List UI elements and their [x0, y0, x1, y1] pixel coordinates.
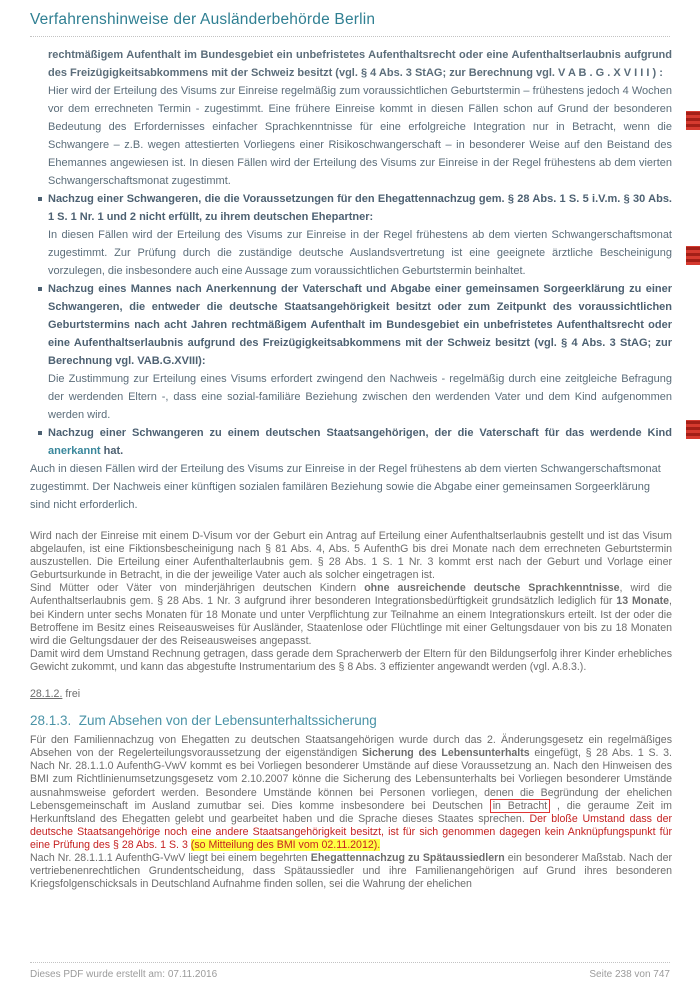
footer-page-number: Seite 238 von 747: [589, 969, 670, 980]
document-footer: [0, 962, 700, 990]
bullet-text: Nachzug eines Mannes nach Anerkennung der Vaterschaft und Abgabe einer gemeinsamen Sorgeerklärung zu einer Schwangeren, die entweder die deutsche Staatsangehörigkeit besitzt oder zum Zeitpunkt des voraussichtlichen Geburtstermins nach acht Jahren rechtmäßigem Aufenthalt im Bundesgebiet ein unbefristetes Aufenthaltsrecht oder eine Aufenthaltserlaubnis aufgrund des Freizügigkeitsabkommens mit der Schweiz besitzt (vgl. § 4 Abs. 3 StAG; zur Berechnung vgl. VAB.G.XVIII):: [48, 283, 672, 367]
fiktionsbescheinigung-paragraph: Wird nach der Einreise mit einem D-Visum vor der Geburt ein Antrag auf Erteilung einer Aufenthaltserlaubnis gestellt und ist das Visum abgelaufen, ist eine Fiktionsbescheinigung nach § 81 Abs. 4, Abs. 5 AufenthG bis drei Monate nach dem errechneten Geburtstermin auszustellen. Die Erteilung einer Aufenthalterlaubnis gem. § 28 Abs. 1 S. 1 Nr. 3 kommt erst nach der Geburt und Vorlage einer Geburtsurkunde in Betracht, in die der jeweilige Vater auch als solcher eingetragen ist.: [30, 530, 672, 582]
bullet-text: Nachzug einer Schwangeren zu einem deutschen Staatsangehörigen, der die Vaterschaft für das werdende Kind anerkannt hat.: [48, 427, 672, 457]
bullet-spouse-reunification: [38, 190, 672, 226]
section-28-1-2-label: 28.1.2. frei: [30, 688, 81, 701]
bullet-spouse-reunification-body: In diesen Fällen wird der Erteilung des Visums zur Einreise in der Regel frühestens ab dem vierten Schwangerschaftsmonat zugestimmt. Zur Prüfung durch die zuständige deutsche Auslandsvertretung ist eine geeignete ärztliche Bescheinigung vorzulegen, die insbesondere auch eine Aussage zum voraussichtlichen Geburtstermin beinhaltet.: [48, 229, 672, 277]
redaction-marker-icon: [686, 246, 700, 265]
bullet-paternity-acknowledgement: [38, 280, 672, 370]
redaction-marker-icon: [686, 420, 700, 439]
spacer: [30, 701, 672, 713]
bullet-pregnant-woman-german-national: [38, 424, 672, 460]
fourth-month-paragraph: Auch in diesen Fällen wird der Erteilung des Visums zur Einreise in der Regel frühestens ab dem vierten Schwangerschaftsmonat zugestimmt. Der Nachweis einer künftigen sozialen familären Beziehung sowie die Abgabe einer gemeinsamen Sorgeerklärung sind nicht erforderlich.: [30, 463, 661, 511]
section-28-1-3-heading: 28.1.3. Zum Absehen von der Lebensunterhaltssicherung: [30, 713, 377, 729]
continued-intro-paragraph: rechtmäßigem Aufenthalt im Bundesgebiet ein unbefristetes Aufenthaltsrecht oder eine Aufenthaltserlaubnis aufgrund des Freizügigkeitsabkommens mit der Schweiz besitzt (vgl. § 4 Abs. 3 StAG; zur Berechnung vgl. V A B . G . X V I I I ) :: [48, 49, 672, 79]
livelihood-security-paragraph: Für den Familiennachzug von Ehegatten zu deutschen Staatsangehörigen wurde durch das 2. Änderungsgesetz ein regelmäßiges Absehen von der Regelerteilungsvoraussetzung der eigenständigen Sicherung des Lebensunterhalts eingefügt, § 28 Abs. 1 S. 3. Nach Nr. 28.1.1.0 AufenthG-VwV kommt es bei Vorliegen besonderer Umstände auf diese Voraussetzung an. Nach den Hinweisen des BMI zum Richtlinienumsetzungsgesetz vom 2.10.2007 könne die Sicherung des Lebensunterhalts bei Vorliegen besonderer Umstände ausnahmsweise gefordert werden. Besondere Umstände können bei Personen vorliegen, denen die Begründung der ehelichen Lebensgemeinschaft im Ausland zumutbar sei. Dies komme insbesondere bei Deutschen in Betracht , die geraume Zeit im Herkunftsland des Ehegatten gelebt und gearbeitet haben und die Sprache dieses Staates sprechen. Der bloße Umstand dass der deutsche Staatsangehörige noch eine andere Staatsangehörigkeit besitzt, ist für sich genommen dagegen kein Anknüpfungspunkt für eine Prüfung des § 28 Abs. 1 S. 3 (so Mitteilung des BMI vom 02.11.2012).: [30, 734, 672, 851]
document-body: [0, 37, 700, 891]
bullet-text: Nachzug einer Schwangeren, die die Voraussetzungen für den Ehegattennachzug gem. § 28 Abs. 1 S. 5 i.V.m. § 30 Abs. 1 S. 1 Nr. 1 und 2 nicht erfüllt, zu ihrem deutschen Ehepartner:: [48, 193, 672, 223]
footer-created-date: Dieses PDF wurde erstellt am: 07.11.2016: [30, 969, 218, 980]
bullet-icon: [38, 287, 42, 291]
document-title: Verfahrenshinweise der Ausländerbehörde Berlin: [30, 11, 376, 28]
spacer: [30, 674, 672, 688]
redaction-marker-icon: [686, 111, 700, 130]
spaetaussiedler-paragraph: Nach Nr. 28.1.1.1 AufenthG-VwV liegt bei einem begehrten Ehegattennachzug zu Spätaussiedlern ein besonderer Maßstab. Nach der vertriebenenrechtlichen Grundentscheidung, dass Spätaussiedler und ihre Familienangehörigen auf Grund ihres besonderen Kriegsfolgenschicksals in Deutschland Aufnahme finden sollen, sei die Wahrung der ehelichen: [30, 851, 672, 891]
bullet-icon: [38, 431, 42, 435]
language-skills-paragraph: Sind Mütter oder Väter von minderjährigen deutschen Kindern ohne ausreichende deutsche Sprachkenntnisse, wird die Aufenthaltserlaubnis gem. § 28 Abs. 1 Nr. 3 aufgrund ihrer besonderen Integrationsbedürftigkeit grundsätzlich lediglich für 13 Monate, bei Kindern unter sechs Monaten für 18 Monate und unter Verpflichtung zur Teilnahme an einem Integrationskurs erteilt. Ist der oder die Betroffene im Besitz eines Reiseausweises für Ausländer, Staatenlose oder Flüchtlinge mit einer Geltungsdauer von bis zu 18 Monaten wird die Geltungsdauer der des Reiseausweises angepasst.: [30, 582, 673, 647]
visa-entry-paragraph: Hier wird der Erteilung des Visums zur Einreise regelmäßig zum voraussichtlichen Geburtstermin – frühestens jedoch 4 Wochen vor dem errechneten Termin - zugestimmt. Eine frühere Einreise kommt in diesen Fällen schon auf Grund der besonderen Bedeutung des Erfordernisses einfacher Sprachkenntnisse für eine erfolgreiche Integration nur in Betracht, wenn die Schwangere – z.B. wegen attestierten Vorliegens einer Risikoschwangerschaft – in besonderer Weise auf den Beistand des Ehemannes angewiesen ist. In diesen Fällen wird der Erteilung des Visums zur Einreise in der Regel frühestens ab dem vierten Schwangerschaftsmonat zugestimmt.: [48, 85, 672, 187]
document-header: [0, 0, 700, 37]
footer-divider: [30, 962, 670, 963]
bullet-paternity-acknowledgement-body: Die Zustimmung zur Erteilung eines Visums erfordert zwingend den Nachweis - regelmäßig durch eine zeitgleiche Befragung der werdenden Eltern -, dass eine sozial-familiäre Beziehung zwischen den werdenden Vater und dem Kind aufgenommen werden wird.: [48, 373, 672, 421]
bullet-icon: [38, 197, 42, 201]
language-acquisition-paragraph: Damit wird dem Umstand Rechnung getragen, dass gerade dem Spracherwerb der Eltern für den Bildungserfolg ihrer Kinder erhebliches Gewicht zukommt, und kann das abgestufte Instrumentarium des § 8 Abs. 3 effizienter angewandt werden (vgl. A.8.3.).: [30, 647, 672, 673]
spacer: [30, 514, 672, 530]
